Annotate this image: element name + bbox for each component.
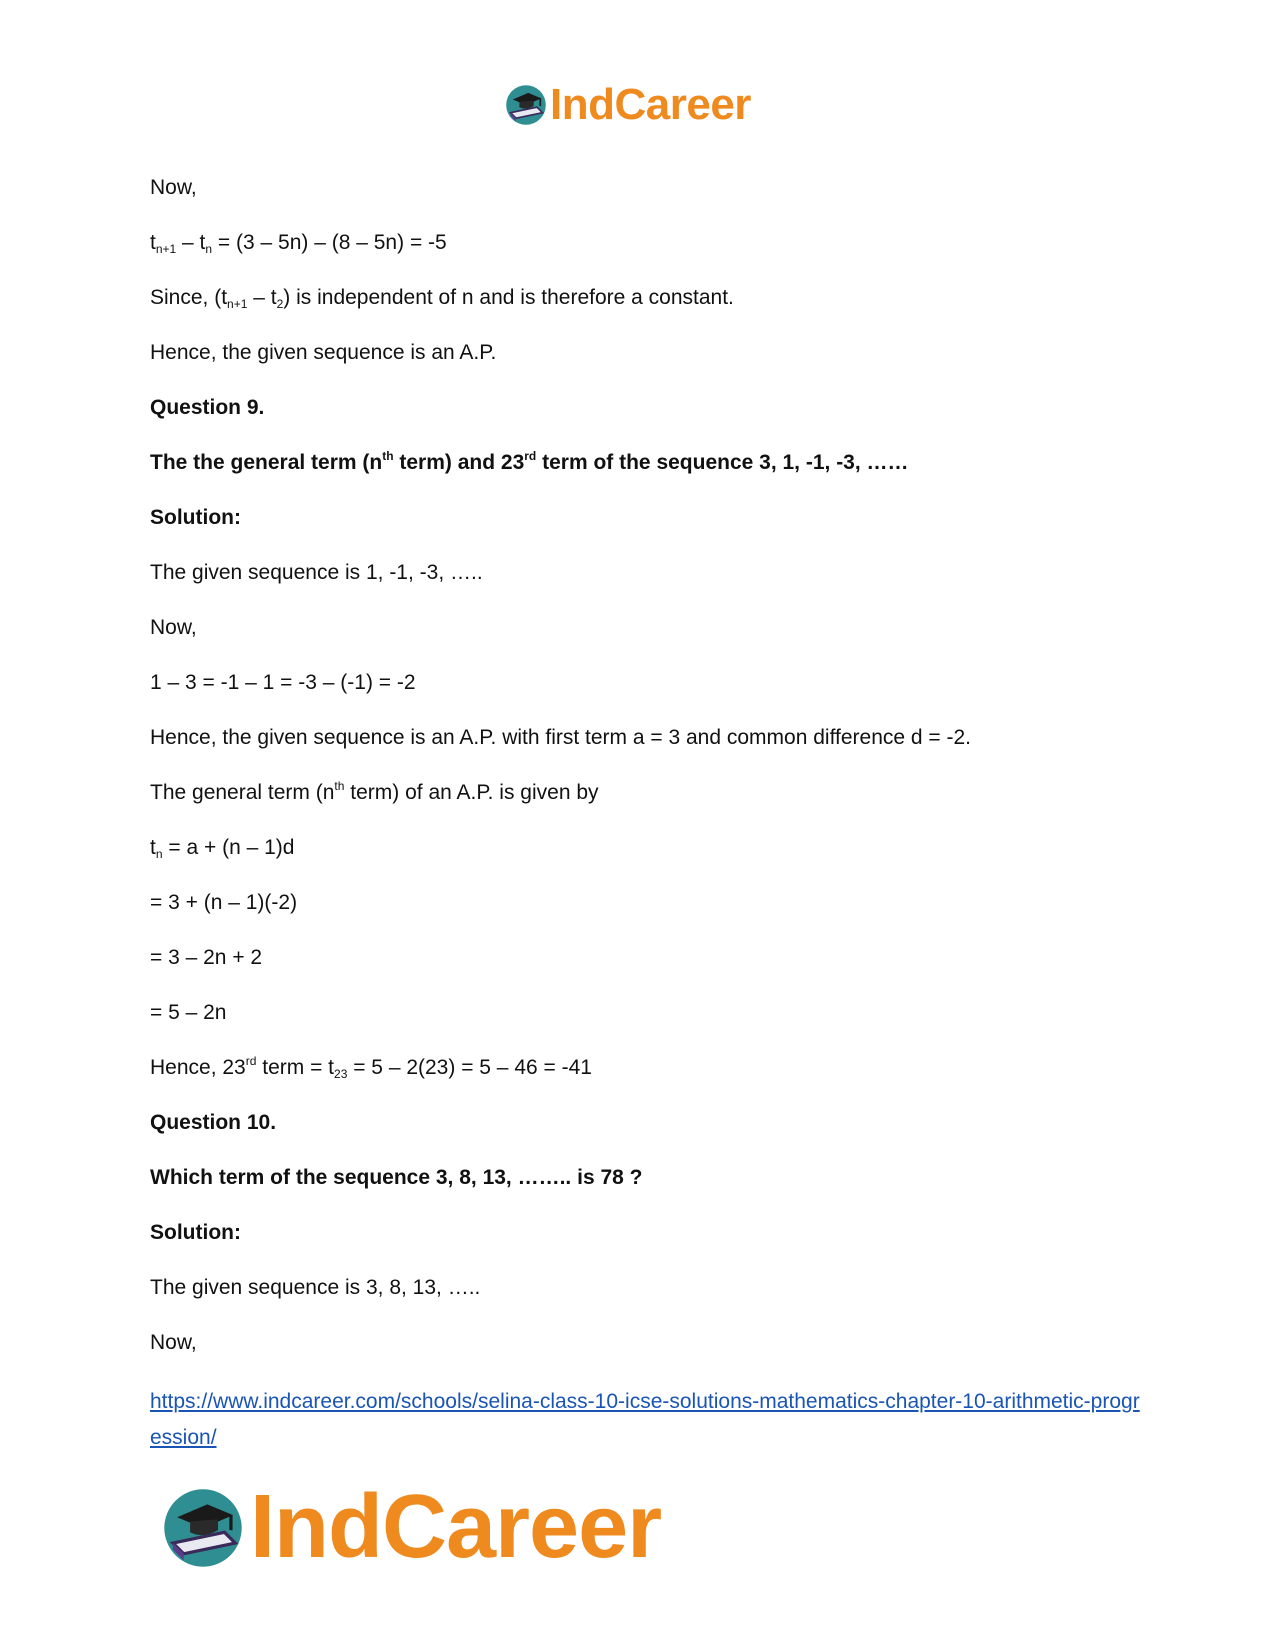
equation-line: $t_{n+1} - t_n = (3 - 5n) - (8 - 5n) = -5$ bbox=[150, 231, 447, 256]
question-text: The the general term ($n^{th}$ term) and 23rd term of the sequence 3, 1, -1, -3, …… bbox=[150, 449, 909, 474]
equation-line: $t_n = a + (n - 1)d$ bbox=[150, 836, 295, 861]
question-heading: Question 9. bbox=[150, 396, 265, 419]
footer-logo bbox=[160, 1476, 661, 1579]
equation-line: = 3 + (n – 1)(-2) bbox=[150, 891, 298, 914]
equation-line: 1 – 3 = -1 – 1 = -3 – (-1) = -2 bbox=[150, 671, 416, 694]
question-text: Which term of the sequence 3, 8, 13, …….. is 78 ? bbox=[150, 1166, 643, 1189]
solution-heading: Solution: bbox=[150, 506, 241, 529]
text-line: Now, bbox=[150, 1331, 197, 1354]
solution-heading: Solution: bbox=[150, 1221, 241, 1244]
document-body bbox=[150, 175, 1150, 1385]
footer-logo-text: IndCareer bbox=[250, 1477, 662, 1577]
text-line: The given sequence is 1, -1, -3, ….. bbox=[150, 561, 483, 584]
equation-line: = 5 – 2n bbox=[150, 1001, 227, 1024]
graduation-cap-book-icon bbox=[160, 1485, 246, 1571]
equation-line: = 3 – 2n + 2 bbox=[150, 946, 263, 969]
text-line: The general term ($n^{th}$ term) of an A.P. is given by bbox=[150, 779, 599, 804]
text-line: Hence, the given sequence is an A.P. bbox=[150, 341, 497, 364]
equation-line: Hence, 23rd term = $t_{23} = 5 - 2(23) = 5 - 46 = -41$ bbox=[150, 1054, 592, 1081]
header-logo-text: IndCareer bbox=[550, 80, 751, 129]
text-line: Now, bbox=[150, 176, 197, 199]
graduation-cap-book-icon bbox=[504, 83, 548, 127]
question-heading: Question 10. bbox=[150, 1111, 277, 1134]
text-line: Now, bbox=[150, 616, 197, 639]
text-line: Hence, the given sequence is an A.P. with first term a = 3 and common difference d = -2. bbox=[150, 726, 972, 749]
text-line: The given sequence is 3, 8, 13, ….. bbox=[150, 1276, 481, 1299]
text-line: Since, $(t_{n+1} - t_2)$ is independent of n and is therefore a constant. bbox=[150, 286, 734, 311]
source-url-link[interactable]: https://www.indcareer.com/schools/selina-class-10-icse-solutions-mathematics-chapter-10-arithmetic-progression/ bbox=[150, 1390, 1140, 1449]
header-logo bbox=[504, 80, 751, 130]
